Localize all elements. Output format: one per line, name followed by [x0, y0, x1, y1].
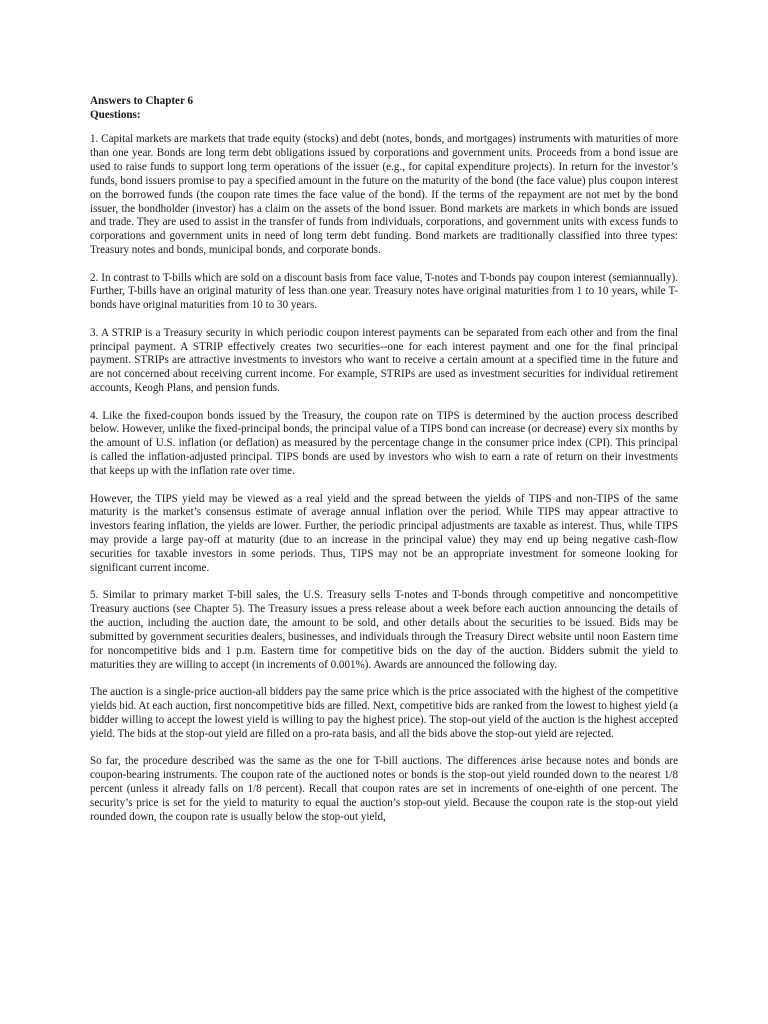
document-page: [90, 94, 678, 825]
paragraph-answer-4: 4. Like the fixed-coupon bonds issued by the Treasury, the coupon rate on TIPS is determined by the auction process described below. However, unlike the fixed-principal bonds, the principal value of a TIPS bond can increase (or decrease) every six months by the amount of U.S. inflation (or deflation) as measured by the percentage change in the consumer price index (CPI). This principal is called the inflation-adjusted principal. TIPS bonds are used by investors who wish to earn a rate of return on their investments that keeps up with the inflation rate over time.: [90, 409, 678, 478]
paragraph-answer-3: 3. A STRIP is a Treasury security in which periodic coupon interest payments can be separated from each other and from the final principal payment. A STRIP effectively creates two securities--one for each interest payment and one for the final principal payment. STRIPs are attractive investments to investors who want to receive a certain amount at a specified time in the future and are not concerned about receiving current income. For example, STRIPs are used as investment securities for individual retirement accounts, Keogh Plans, and pension funds.: [90, 326, 678, 395]
document-title: Answers to Chapter 6: [90, 95, 194, 107]
paragraph-answer-1: 1. Capital markets are markets that trade equity (stocks) and debt (notes, bonds, and mortgages) instruments with maturities of more than one year. Bonds are long term debt obligations issued by corporations and government units. Proceeds from a bond issue are used to raise funds to support long term operations of the issuer (e.g., for capital expenditure projects). In return for the investor’s funds, bond issuers promise to pay a specified amount in the future on the maturity of the bond (the face value) plus coupon interest on the borrowed funds (the coupon rate times the face value of the bond). If the terms of the repayment are not met by the bond issuer, the bondholder (investor) has a claim on the assets of the bond issuer. Bond markets are markets in which bonds are issued and trade. They are used to assist in the transfer of funds from individuals, corporations, and government units with excess funds to corporations and government units in need of long term debt funding. Bond markets are traditionally classified into three types: Treasury notes and bonds, municipal bonds, and corporate bonds.: [90, 133, 678, 257]
paragraph-answer-2: 2. In contrast to T-bills which are sold on a discount basis from face value, T-notes and T-bonds pay coupon interest (semiannually). Further, T-bills have an original maturity of less than one year. Treasury notes have original maturities from 1 to 10 years, while T-bonds have original maturities from 10 to 30 years.: [90, 271, 678, 312]
paragraph-answer-5-auction: The auction is a single-price auction-all bidders pay the same price which is the price associated with the highest of the competitive yields bid. At each auction, first noncompetitive bids are filled. Next, competitive bids are ranked from the lowest to highest yield (a bidder willing to accept the lowest yield is willing to pay the highest price). The stop-out yield of the auction is the highest accepted yield. The bids at the stop-out yield are filled on a pro-rata basis, and all the bids above the stop-out yield are rejected.: [90, 686, 678, 740]
paragraph-answer-5: 5. Similar to primary market T-bill sales, the U.S. Treasury sells T-notes and T-bonds through competitive and noncompetitive Treasury auctions (see Chapter 5). The Treasury issues a press release about a week before each auction announcing the details of the auction, including the auction date, the amount to be sold, and other details about the securities to be issued. Bids may be submitted by government securities dealers, businesses, and individuals through the Treasury Direct website until noon Eastern time for noncompetitive bids and 1 p.m. Eastern time for competitive bids on the day of the auction. Bidders submit the yield to maturities they are willing to accept (in increments of 0.001%). Awards are announced the following day.: [90, 589, 678, 671]
document-subtitle: Questions:: [90, 109, 141, 121]
heading-block: [90, 94, 678, 122]
paragraph-answer-4-continued: However, the TIPS yield may be viewed as a real yield and the spread between the yields of TIPS and non-TIPS of the same maturity is the market’s consensus estimate of average annual inflation over the period. While TIPS may appear attractive to investors fearing inflation, the yields are lower. Further, the periodic principal adjustments are taxable as interest. Thus, while TIPS may provide a large pay-off at maturity (due to an increase in the principal value) they may end up being negative cash-flow securities for taxable investors in some periods. Thus, TIPS may not be an appropriate investment for someone looking for significant current income.: [90, 492, 678, 575]
paragraph-answer-5-coupon: So far, the procedure described was the same as the one for T-bill auctions. The differences arise because notes and bonds are coupon-bearing instruments. The coupon rate of the auctioned notes or bonds is the stop-out yield rounded down to the nearest 1/8 percent (unless it already falls on 1/8 percent). Recall that coupon rates are set in increments of one-eighth of one percent. The security’s price is set for the yield to maturity to equal the auction’s stop-out yield. Because the coupon rate is the stop-out yield rounded down, the coupon rate is usually below the stop-out yield,: [90, 755, 678, 823]
